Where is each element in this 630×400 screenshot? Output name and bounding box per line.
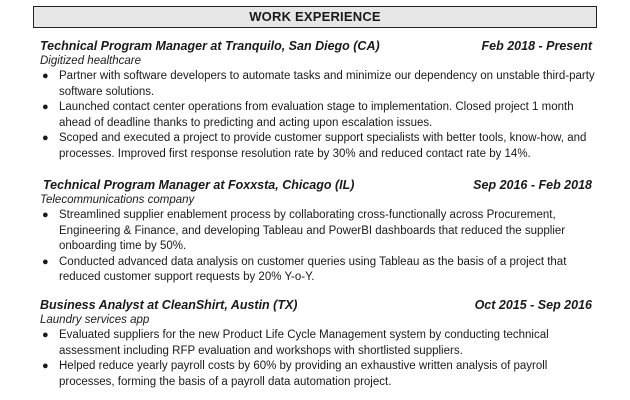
company-description: Laundry services app <box>40 314 150 326</box>
company-description: Telecommunications company <box>40 194 195 206</box>
job-dates: Oct 2015 - Sep 2016 <box>474 298 592 312</box>
job-header <box>40 297 600 313</box>
job-title: Technical Program Manager at Foxxsta, Chicago (IL) <box>43 178 355 192</box>
bullet-item <box>40 100 600 131</box>
job-entry <box>40 38 600 162</box>
bullet-text: Scoped and executed a project to provide customer support specialists with better tools, know-how, and processes. Improved first response resolution rate by 30% and reduced contact rate by 14%. <box>59 132 587 160</box>
bullet-icon: ● <box>42 101 49 113</box>
job-dates: Sep 2016 - Feb 2018 <box>473 178 592 192</box>
section-title: WORK EXPERIENCE <box>33 6 597 28</box>
bullet-item <box>40 359 600 390</box>
bullet-item <box>40 208 600 255</box>
job-header <box>40 177 600 193</box>
bullet-text: Launched contact center operations from evaluation stage to implementation. Closed project 1 month ahead of deadline thanks to predicting and acting upon escalation issues. <box>59 101 574 129</box>
bullet-text: Streamlined supplier enablement process by collaborating cross-functionally across Procurement, Engineering & Finance, and developing Tableau and PowerBI dashboards that reduced the supplier onboarding time by 50%. <box>59 209 566 252</box>
bullet-text: Partner with software developers to automate tasks and minimize our dependency on unstable third-party software solutions. <box>59 70 595 98</box>
bullet-icon: ● <box>42 209 49 221</box>
bullet-text: Conducted advanced data analysis on customer queries using Tableau as the basis of a project that reduced customer support requests by 20% Y-o-Y. <box>59 255 567 283</box>
bullet-icon: ● <box>42 132 49 144</box>
bullet-list <box>40 208 600 286</box>
bullet-icon: ● <box>42 329 49 341</box>
bullet-item <box>40 328 600 359</box>
bullet-icon: ● <box>42 70 49 82</box>
bullet-item <box>40 69 600 100</box>
job-header <box>40 38 600 54</box>
bullet-item <box>40 131 600 162</box>
job-title: Technical Program Manager at Tranquilo, San Diego (CA) <box>40 39 380 53</box>
job-title: Business Analyst at CleanShirt, Austin (TX) <box>40 298 298 312</box>
job-dates: Feb 2018 - Present <box>481 39 592 53</box>
bullet-text: Helped reduce yearly payroll costs by 60% by providing an exhaustive written analysis of payroll processes, forming the basis of a payroll data automation project. <box>59 360 548 388</box>
job-entry <box>40 177 600 286</box>
job-entry <box>40 297 600 390</box>
bullet-item <box>40 255 600 286</box>
company-description: Digitized healthcare <box>40 55 142 67</box>
bullet-icon: ● <box>42 360 49 372</box>
bullet-list <box>40 328 600 390</box>
bullet-icon: ● <box>42 255 49 268</box>
bullet-text: Evaluated suppliers for the new Product Life Cycle Management system by conducting technical assessment including RFP evaluation and workshops with shortlisted suppliers. <box>59 329 549 357</box>
bullet-list <box>40 69 600 162</box>
